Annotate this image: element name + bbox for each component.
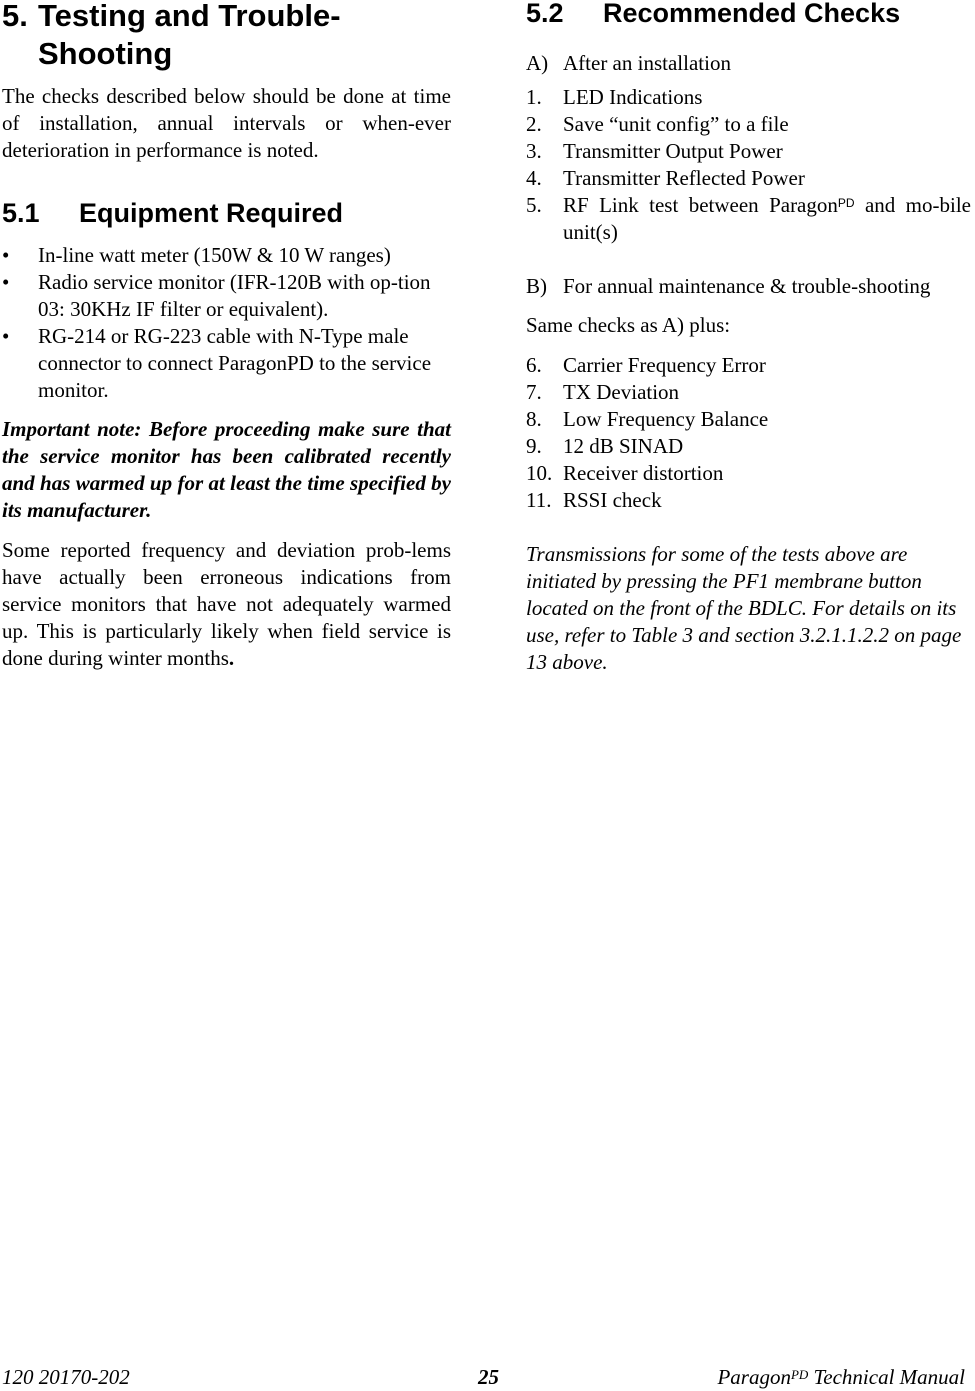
list-item: 3. Transmitter Output Power: [526, 139, 783, 163]
checks-b-list: [526, 352, 971, 514]
chapter-number: 5.: [2, 0, 28, 33]
same-checks-text: Same checks as A) plus:: [526, 313, 731, 337]
list-item: • In-line watt meter (150W & 10 W ranges): [2, 243, 391, 267]
section-5-1-heading: [2, 197, 451, 229]
page-footer: [2, 1363, 965, 1391]
chapter-heading: [2, 0, 451, 73]
checks-a-list: [526, 84, 971, 246]
important-note: Important note: Before proceeding make sure that the service monitor has been calibrated recently and has warmed up for at least the time specified by its manufacturer.: [2, 417, 451, 522]
chapter-title-line1: Testing and Trouble-: [38, 0, 341, 33]
intro-paragraph: The checks described below should be done at time of installation, annual intervals or when-ever deterioration in performance is noted.: [2, 84, 451, 162]
list-item: 10. Receiver distortion: [526, 461, 724, 485]
equipment-list: [2, 242, 451, 404]
manual-title: Paragon$^{PD}$ Technical Manual: [717, 1365, 965, 1389]
reported-paragraph: Some reported frequency and deviation prob-lems have actually been erroneous indications from service monitors that have not adequately warmed up. This is particularly likely when field service is done during winter months.: [2, 538, 451, 670]
document-number: 120 20170-202: [2, 1365, 130, 1389]
section-5-1-number: 5.1: [2, 198, 40, 228]
section-5-2-heading: [526, 0, 971, 29]
list-item: 7. TX Deviation: [526, 380, 680, 404]
list-item: 2. Save “unit config” to a file: [526, 112, 789, 136]
list-item: 1. LED Indications: [526, 85, 703, 109]
list-item: 11. RSSI check: [526, 488, 662, 512]
bullet: •: [2, 324, 10, 348]
bullet: •: [2, 243, 10, 267]
list-item: B) For annual maintenance & trouble-shooting: [526, 274, 931, 298]
section-5-2-title: Recommended Checks: [603, 0, 901, 28]
group-a-header: [526, 50, 971, 77]
section-5-2-number: 5.2: [526, 0, 564, 28]
list-item: 6. Carrier Frequency Error: [526, 353, 766, 377]
list-item: • RG-214 or RG-223 cable with N-Type male connector to connect ParagonPD to the service monitor.: [2, 324, 432, 402]
page-number: 25: [478, 1365, 499, 1389]
list-item: A) After an installation: [526, 51, 731, 75]
group-b-header: [526, 273, 971, 300]
list-item: 9. 12 dB SINAD: [526, 434, 684, 458]
left-column: [2, 0, 451, 672]
section-5-1-title: Equipment Required: [79, 198, 344, 228]
list-item: 8. Low Frequency Balance: [526, 407, 769, 431]
chapter-title-line2: Shooting: [38, 36, 173, 71]
list-item: 5. RF Link test between Paragon$^{PD}$ and mo-bile unit(s): [526, 193, 971, 244]
list-item: • Radio service monitor (IFR-120B with op-tion 03: 30KHz IF filter or equivalent).: [2, 270, 431, 321]
list-item: 4. Transmitter Reflected Power: [526, 166, 805, 190]
right-column: [526, 0, 971, 676]
transmissions-note: Transmissions for some of the tests above are initiated by pressing the PF1 membrane button located on the front of the BDLC. For details on its use, refer to Table 3 and section 3.2.1.1.2.2 on page 13 above.: [526, 542, 962, 674]
bullet: •: [2, 270, 10, 294]
